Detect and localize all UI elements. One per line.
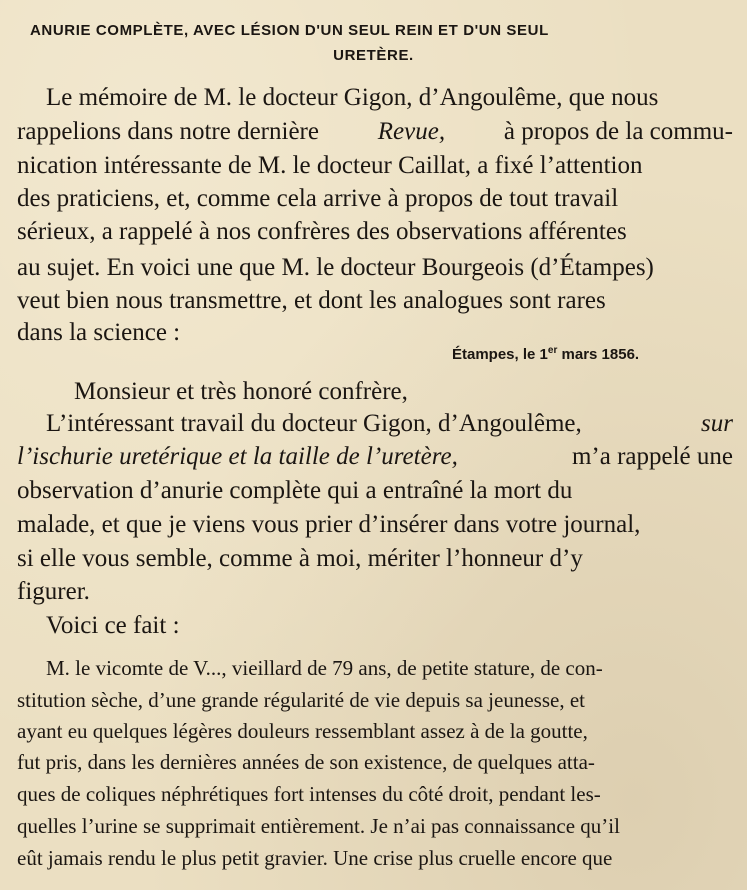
intro-line [17,185,733,213]
dateline [452,345,639,363]
letter-text: si elle vous semble, comme à moi, mériter l’honneur d’y [17,545,583,572]
intro-line [17,218,733,246]
intro-text: Le mémoire de M. le docteur Gigon, d’Angoulême, que nous [46,84,659,111]
case-line: fut pris, dans les dernières années de son existence, de quelques atta- [17,750,595,774]
intro-text: veut bien nous transmettre, et dont les analogues sont rares [17,287,606,314]
letter-line [17,545,733,573]
intro-text: à propos de la commu- [497,118,733,145]
dateline-ordinal: er [547,345,558,356]
case-line: M. le vicomte de V..., vieillard de 79 ans, de petite stature, de con- [46,656,603,680]
letter-line [17,443,733,471]
letter-text: m’a rappelé une [565,443,733,470]
intro-line [17,319,180,347]
case-line: eût jamais rendu le plus petit gravier. Une crise plus cruelle encore que [17,846,613,870]
intro-text: nication intéressante de M. le docteur Caillat, a fixé l’attention [17,152,643,179]
intro-text: rappelions dans notre dernière [17,118,326,145]
letter-line [46,410,733,438]
article-title-line-1: ANURIE COMPLÈTE, AVEC LÉSION D'UN SEUL REIN ET D'UN SEUL [30,22,549,39]
intro-line [17,254,733,282]
case-line: quelles l’urine se supprimait entièrement. Je n’ai pas connaissance qu’il [17,814,620,838]
intro-text: des praticiens, et, comme cela arrive à propos de tout travail [17,185,619,212]
article-title-line-2: URETÈRE. [333,47,414,64]
letter-line [17,477,733,505]
intro-line [17,118,733,146]
case-line: ayant eu quelques légères douleurs ressemblant assez à de la goutte, [17,719,588,743]
intro-line [17,287,733,315]
letter-italic: sur [701,410,733,437]
intro-text: au sujet. En voici une que M. le docteur Bourgeois (d’Étampes) [17,254,654,281]
letter-line [17,511,733,539]
intro-text: sérieux, a rappelé à nos confrères des observations afférentes [17,218,627,245]
letter-text: observation d’anurie complète qui a entraîné la mort du [17,477,573,504]
letter-text: figurer. [17,578,90,605]
letter-italic: l’ischurie uretérique et la taille de l’uretère, [17,443,458,470]
letter-voici: Voici ce fait : [46,612,180,639]
dateline-place: Étampes, le 1 [452,346,548,363]
letter-text: L’intéressant travail du docteur Gigon, d’Angoulême, [46,410,588,437]
revue-italic: Revue, [377,118,446,145]
letter-salutation: Monsieur et très honoré confrère, [74,378,408,405]
letter-line [17,578,90,606]
case-line: stitution sèche, d’une grande régularité de vie depuis sa jeunesse, et [17,688,585,712]
dateline-date: mars 1856. [557,346,640,363]
intro-text: dans la science : [17,319,181,346]
letter-text: malade, et que je viens vous prier d’insérer dans votre journal, [17,511,641,538]
intro-line [46,84,733,112]
intro-line [17,152,733,180]
case-line: ques de coliques néphrétiques fort intenses du côté droit, pendant les- [17,782,601,806]
